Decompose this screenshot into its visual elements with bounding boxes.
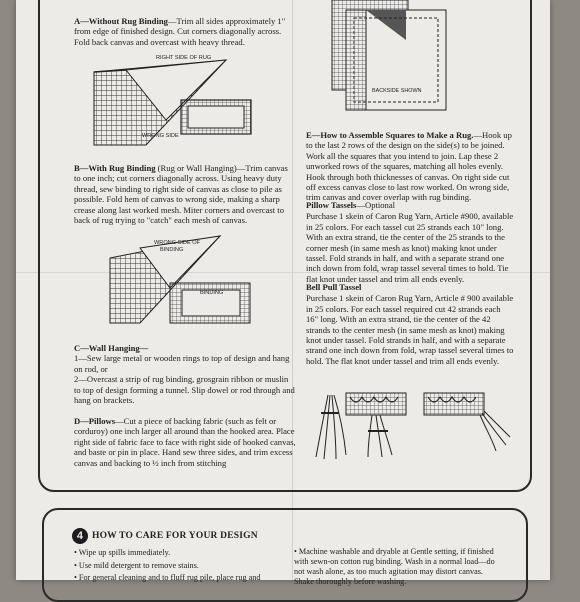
care-title (72, 528, 258, 544)
section-a-heading: A—Without Rug Binding (74, 16, 168, 26)
figure-b-binding-corner (100, 228, 260, 328)
section-c (74, 343, 296, 414)
section-c-line2: 2—Overcast a strip of rug binding, grosgrain ribbon or muslin to top of design forming a tunnel. Slip dowel or rod through and hang on brackets. (74, 374, 295, 406)
pillow-tassels-body: Purchase 1 skein of Caron Rug Yarn, Article #900, available in 25 colors. For each tassel cut 25 strands each 10" long. With an extra strand, tie the center of the 25 strands to the corner mesh (in same mesh as knot) making knot under tassel. Fold strands in half, and with a separate strand one inch down from fold, wrap tassel several times to hold. Tie flat knot under tassel and trim all ends evenly. (306, 211, 514, 284)
fig-b-label-wrong-side-binding: WRONG SIDE OF (154, 240, 200, 246)
section-d-heading: D—Pillows (74, 416, 116, 426)
section-a-body: —Trim all sides approximately 1" from edge of finished design. Cut corners diagonally across. Fold back canvas and overcast with heavy thread. (74, 16, 286, 47)
care-bullet: • Machine washable and dryable at Gentle setting, if finished with sewn-on cotton rug binding. Wash in a normal load—do not wash alone, as too much agitation may distort canvas. Shake thoroughly before washing. (294, 547, 495, 586)
figure-e-squares (326, 0, 466, 118)
section-b-heading: B—With Rug Binding (74, 163, 156, 173)
fig-e-label-backside: BACKSIDE SHOWN (372, 88, 422, 94)
instruction-sheet (16, 0, 550, 586)
section-e-heading: E—How to Assemble Squares to Make a Rug. (306, 130, 474, 140)
figure-tassels (306, 385, 516, 465)
care-bullet: • Wipe up spills immediately. (74, 548, 171, 557)
section-d (74, 416, 296, 477)
bell-pull-body: Purchase 1 skein of Caron Rug Yarn, Article # 900 available in 25 colors. For each tassel required cut 42 strands each 16" long. With an extra strand, tie the center of the 42 strands to the center mesh (in same mesh as knot) making knot under tassel. Fold strands in half, and with a separate strand one inch down from fold, wrap tassel several times to hold. The flat knot under tassel and trim all ends evenly. (306, 293, 514, 366)
care-bullet: • Use mild detergent to remove stains. (74, 560, 199, 570)
care-right-list (294, 547, 499, 588)
section-bell-pull (306, 282, 514, 375)
care-bullet: • For general cleaning and to fluff rug pile, place rug and (74, 573, 261, 582)
step-number-badge: 4 (72, 528, 88, 544)
fig-a-label-right-side: RIGHT SIDE OF RUG (156, 55, 212, 61)
fig-b-label-binding: BINDING (200, 290, 224, 296)
pillow-tassels-heading: Pillow Tassels (306, 200, 357, 210)
bell-pull-heading: Bell Pull Tassel (306, 282, 362, 292)
care-left-list (74, 547, 284, 585)
section-c-line1: 1—Sew large metal or wooden rings to top of design and hang on rod, or (74, 353, 290, 374)
section-e-body: —Hook up to the last 2 rows of the design on the side(s) to be joined. Work all the squares that you intend to join. Lap these 2 unworked rows of the squares, matching all holes evenly. Hook through both thicknesses of canvas. On right side cut off excess canvas close to last row worked. On wrong side, trim canvas and cover overlap with rug binding. (306, 130, 512, 203)
section-b (74, 163, 296, 234)
section-b-subhead: (Rug or Wall Hanging) (157, 163, 237, 173)
section-d-body: —Cut a piece of backing fabric (such as felt or corduroy) one inch larger all around than the hooked area. Place right side of fabric face to face with right side of hooked canvas, and baste or pin in place. Hand sew three sides, and trim excess canvas and backing to ½ inch from stitching (74, 416, 296, 468)
care-title-text: HOW TO CARE FOR YOUR DESIGN (92, 531, 258, 542)
pillow-tassels-subhead: —Optional (356, 200, 396, 210)
figure-a-rug-corner (86, 50, 266, 150)
section-pillow-tassels (306, 200, 514, 293)
fig-a-label-wrong-side: WRONG SIDE (142, 133, 179, 139)
fig-b-label-binding-line2: BINDING (160, 247, 184, 253)
section-b-body: —Trim canvas to one inch; cut corners diagonally across. Using heavy duty thread, sew binding to right side of canvas as close to pile as possible. Fold hem of canvas to wrong side, making a sharp crease along last worked mesh. Miter corners and overcast to back of rug trying to "catch" each mesh of canvas. (74, 163, 288, 226)
section-c-heading: C—Wall Hanging— (74, 343, 149, 353)
